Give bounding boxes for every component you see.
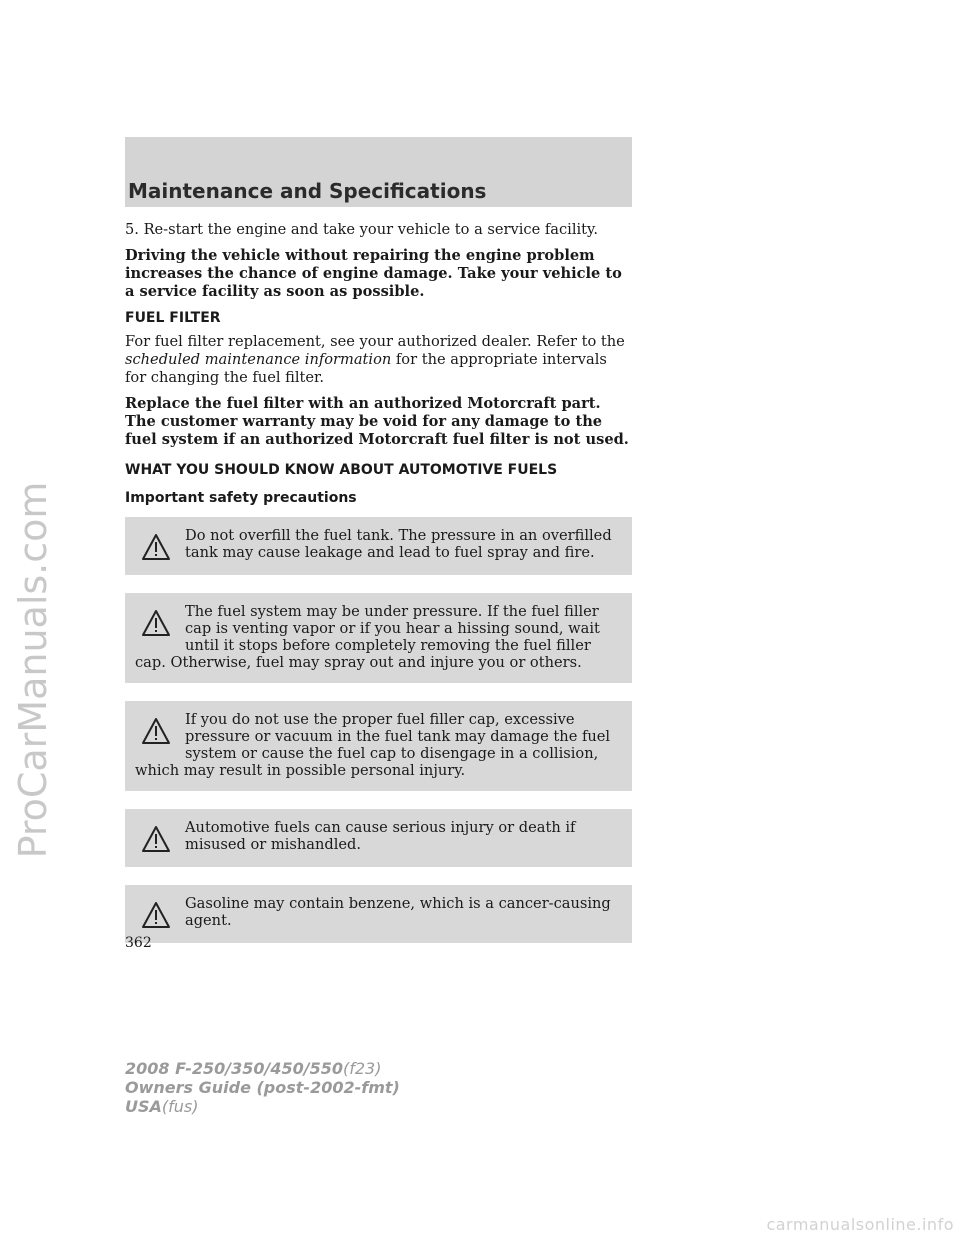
warning-text: The fuel system may be under pressure. If the fuel filler cap is venting vapor or if you hear a hissing sound, wait until it stops before completely removing the fuel filler cap. Otherwise, fuel may spray out and injure you or others.: [135, 603, 600, 671]
footer-guide: Owners Guide (post-2002-fmt): [125, 1078, 400, 1097]
warning-box: [125, 701, 632, 791]
fuel-filter-paragraph: [125, 333, 632, 387]
warning-triangle-icon: [141, 825, 171, 853]
safety-precautions-heading: Important safety precautions: [125, 490, 357, 506]
warning-triangle-icon: [141, 717, 171, 745]
warning-text: Automotive fuels can cause serious injury or death if misused or mishandled.: [185, 819, 576, 853]
engine-warning-text: Driving the vehicle without repairing the engine problem increases the chance of engine damage. Take your vehicle to a service facility as soon as possible.: [125, 247, 622, 300]
document-footer: [125, 1059, 400, 1116]
section-header: [125, 137, 632, 207]
fuel-filter-warning-text: Replace the fuel filter with an authorized Motorcraft part. The customer warranty may be void for any damage to the fuel system if an authorized Motorcraft fuel filter is not used.: [125, 395, 629, 448]
section-title: Maintenance and Specifications: [128, 179, 487, 203]
footer-model: 2008 F-250/350/450/550: [125, 1059, 343, 1078]
warning-box: [125, 809, 632, 867]
automotive-fuels-heading: WHAT YOU SHOULD KNOW ABOUT AUTOMOTIVE FUELS: [125, 462, 558, 478]
fuel-filter-text-2: for the appropriate intervals for changing the fuel filter.: [125, 351, 607, 386]
warning-text: Gasoline may contain benzene, which is a cancer-causing agent.: [185, 895, 611, 929]
fuel-filter-heading: FUEL FILTER: [125, 310, 221, 326]
footer-region: USA: [125, 1097, 162, 1116]
warning-box: [125, 593, 632, 683]
warning-box: [125, 885, 632, 943]
step-5-text: 5. Re-start the engine and take your vehicle to a service facility.: [125, 221, 598, 238]
warning-triangle-icon: [141, 533, 171, 561]
footer-region-code: (fus): [161, 1097, 199, 1116]
watermark-bottom: carmanualsonline.info: [766, 1215, 954, 1234]
maintenance-info-reference: scheduled maintenance information: [125, 351, 392, 368]
page-content: [125, 221, 632, 961]
fuel-filter-text-1: For fuel filter replacement, see your authorized dealer. Refer to the: [125, 333, 625, 350]
warning-triangle-icon: [141, 609, 171, 637]
page-number: 362: [125, 935, 152, 951]
footer-model-code: (f23): [343, 1059, 382, 1078]
warning-text: If you do not use the proper fuel filler cap, excessive pressure or vacuum in the fuel tank may damage the fuel system or cause the fuel cap to disengage in a collision, which may result in possible personal injury.: [135, 711, 611, 779]
watermark-left: [4, 390, 54, 950]
watermark-left-text: ProCarManuals.com: [11, 481, 54, 859]
warning-text: Do not overfill the fuel tank. The pressure in an overfilled tank may cause leakage and lead to fuel spray and fire.: [185, 527, 612, 561]
warning-triangle-icon: [141, 901, 171, 929]
warning-box: [125, 517, 632, 575]
